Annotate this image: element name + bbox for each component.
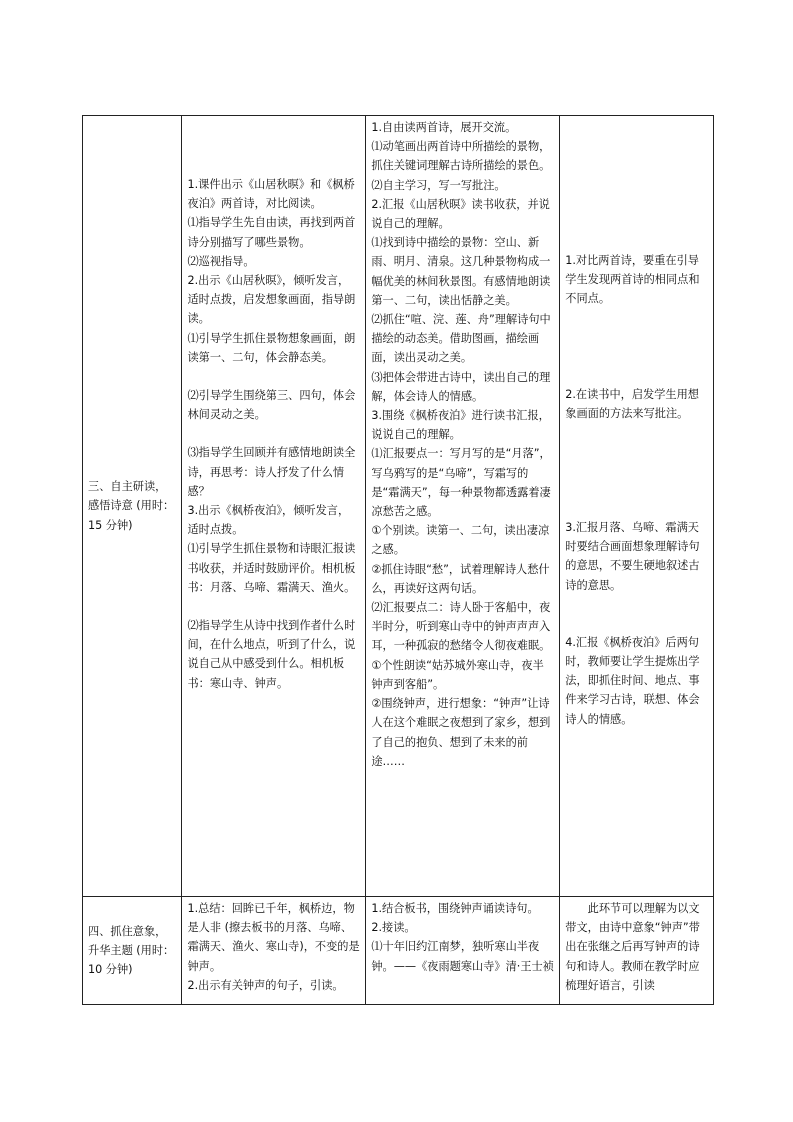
paragraph: ⑵抓住“喧、浣、莲、舟”理解诗句中描绘的动态美。借助图画，描绘画面，读出灵动之美。 <box>371 313 551 365</box>
paragraph: 1.结合板书，围绕钟声诵读诗句。 <box>371 902 539 915</box>
paragraph: ⑵自主学习，写一写批注。 <box>371 178 506 192</box>
teacher-activity-cell <box>182 116 366 897</box>
paragraph: ⑶把体会带进古诗中，读出自己的理解，体会诗人的情感。 <box>371 370 551 403</box>
stage-label: 三、自主研读，感悟诗意 (用时：15 分钟) <box>88 480 175 532</box>
paragraph: ⑵引导学生围绕第三、四句，体会林间灵动之美。 <box>187 389 356 422</box>
student-activity-cell <box>366 116 560 897</box>
paragraph: ⑵巡视指导。 <box>187 254 255 268</box>
paragraph: ②围绕钟声，进行想象：“钟声”让诗人在这个难眠之夜想到了家乡，想到了自己的抱负、想到了未来的前途…… <box>371 697 551 768</box>
paragraph: 2.汇报《山居秋暝》读书收获，并说说自己的理解。 <box>371 197 550 231</box>
stage-label: 四、抓住意象，升华主题 (用时：10 分钟) <box>88 924 175 977</box>
paragraph: 3.汇报月落、乌啼、霜满天时要结合画面想象理解诗句的意思，不要生硬地叙述古诗的意思。 <box>565 521 700 592</box>
paragraph: 2.接读。 <box>371 921 416 935</box>
paragraph: ⑴引导学生抓住景物想象画面，朗读第一、二句，体会静态美。 <box>187 331 356 364</box>
paragraph: ⑴指导学生先自由读，再找到两首诗分别描写了哪些景物。 <box>187 216 356 249</box>
paragraph: ⑵汇报要点二：诗人卧于客船中，夜半时分，听到寒山寺中的钟声声声入耳，一种孤寂的愁绪令人彻夜难眠。 <box>371 601 551 653</box>
paragraph: 3.围绕《枫桥夜泊》进行读书汇报，说说自己的理解。 <box>371 409 550 442</box>
paragraph: ①个别读。读第一、二句，读出凄凉之感。 <box>371 524 550 557</box>
design-intent-cell <box>560 897 714 1005</box>
paragraph: ①个性朗读“姑苏城外寒山寺，夜半钟声到客船”。 <box>371 658 544 691</box>
paragraph: 4.汇报《枫桥夜泊》后两句时，教师要让学生提炼出学法，即抓住时间、地点、事件来学习古诗，联想、体会诗人的情感。 <box>565 635 700 726</box>
paragraph: 3.出示《枫桥夜泊》，倾听发言，适时点拨。 <box>187 504 350 537</box>
table-row <box>83 897 714 1005</box>
paragraph: 此环节可以理解为以文带文，由诗中意象“钟声”带出在张继之后再写钟声的诗句和诗人。教师在教学时应梳理好语言，引读 <box>565 902 700 992</box>
table-row <box>83 116 714 897</box>
paragraph: 1.总结：回眸已千年，枫桥边，物是人非 (擦去板书的月落、乌啼、霜满天、渔火、寒山寺)，不变的是钟声。 <box>187 902 360 973</box>
paragraph: 1.自由读两首诗，展开交流。 <box>371 121 517 134</box>
paragraph: 2.出示有关钟声的句子，引读。 <box>187 978 344 992</box>
student-activity-cell <box>366 897 560 1005</box>
stage-cell <box>83 897 182 1005</box>
lesson-plan-table <box>82 115 714 1005</box>
design-intent-cell <box>560 116 714 897</box>
paragraph: ⑵指导学生从诗中找到作者什么时间，在什么地点，听到了什么，说说自己从中感受到什么。相机板书：寒山寺、钟声。 <box>187 619 356 690</box>
paragraph: ⑴找到诗中描绘的景物：空山、新雨、明月、清泉。这几种景物构成一幅优美的林间秋景图。有感情地朗读第一、二句，读出恬静之美。 <box>371 236 551 307</box>
paragraph: ⑴引导学生抓住景物和诗眼汇报读书收获，并适时鼓励评价。相机板书：月落、乌啼、霜满天、渔火。 <box>187 542 356 594</box>
paragraph: 2.出示《山居秋暝》，倾听发言，适时点拨，启发想象画面，指导朗读。 <box>187 274 356 326</box>
paragraph: ⑴汇报要点一：写月写的是“月落”，写乌鸦写的是“乌啼”，写霜写的是“霜满天”，每一种景物都透露着凄凉愁苦之感。 <box>371 447 551 519</box>
teacher-activity-cell <box>182 897 366 1005</box>
paragraph: ②抓住诗眼“愁”，试着理解诗人愁什么，再读好这两句话。 <box>371 562 550 595</box>
paragraph: ⑴动笔画出两首诗中所描绘的景物，抓住关键词理解古诗所描绘的景色。 <box>371 140 551 173</box>
paragraph: 2.在读书中，启发学生用想象画面的方法来写批注。 <box>565 387 699 420</box>
paragraph: 1.对比两首诗，要重在引导学生发现两首诗的相同点和不同点。 <box>565 254 700 306</box>
paragraph: ⑴十年旧约江南梦，独听寒山半夜钟。——《夜雨题寒山寺》清·王士祯 <box>371 940 554 973</box>
stage-cell <box>83 116 182 897</box>
paragraph: 1.课件出示《山居秋暝》和《枫桥夜泊》两首诗，对比阅读。 <box>187 178 355 211</box>
paragraph: ⑶指导学生回顾并有感情地朗读全诗，再思考：诗人抒发了什么情感？ <box>187 446 356 498</box>
